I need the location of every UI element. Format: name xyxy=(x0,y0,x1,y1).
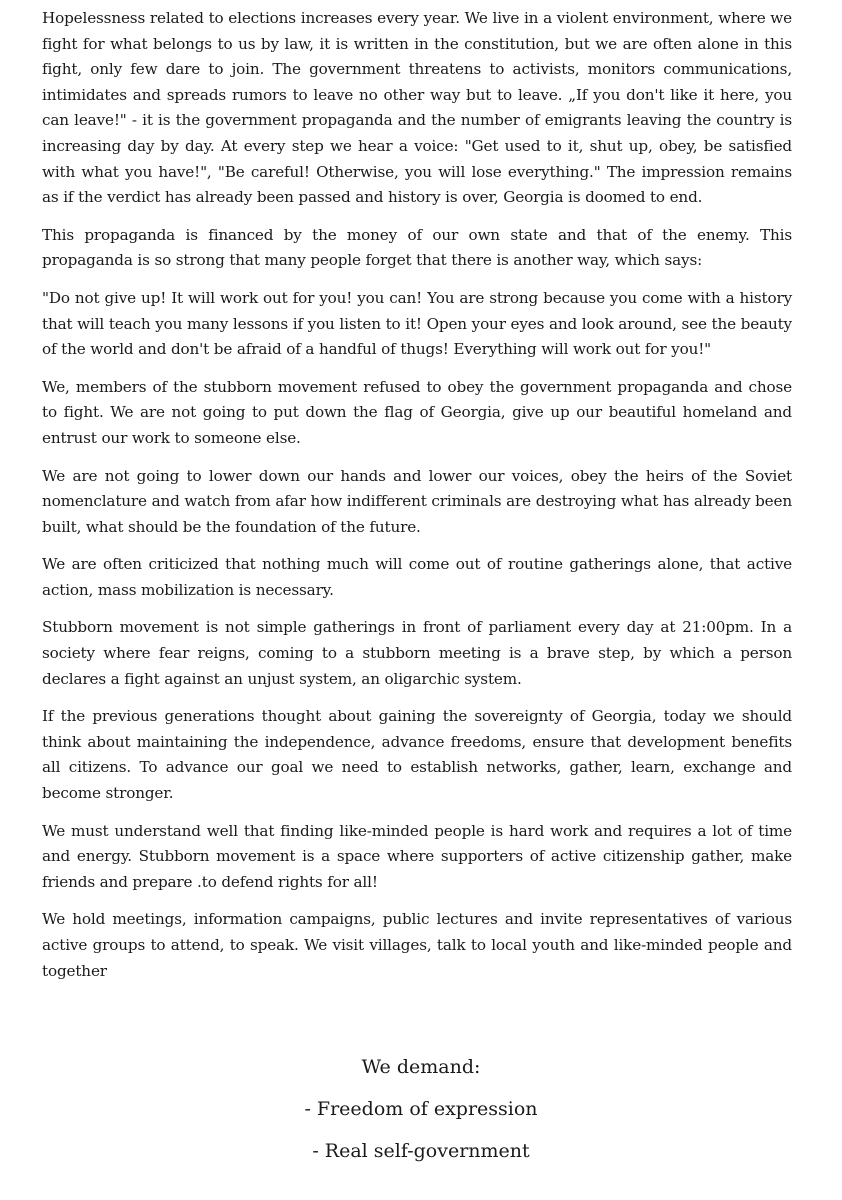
paragraph-4: We, members of the stubborn movement refused to obey the government propaganda and chose to fight. We are not going to put down the flag of Georgia, give up our beautiful homeland and entrust our work to someone else. xyxy=(42,377,792,447)
paragraph-9: We must understand well that finding like-minded people is hard work and requires a lot of time and energy. Stubborn movement is a space where supporters of active citizenship gather, make friends and prepare .to defend rights for all! xyxy=(42,821,792,891)
paragraph-1: Hopelessness related to elections increases every year. We live in a violent environment, where we fight for what belongs to us by law, it is written in the constitution, but we are often alone in this fight, only few dare to join. The government threatens to activists, monitors communications, intimidates and spreads rumors to leave no other way but to leave. „If you don't like it here, you can leave!" - it is the government propaganda and the number of emigrants leaving the country is increasing day by day. At every step we hear a voice: "Get used to it, shut up, obey, be satisfied with what you have!", "Be careful! Otherwise, you will lose everything." The impression remains as if the verdict has already been passed and history is over, Georgia is doomed to end. xyxy=(42,9,792,207)
demands-heading: We demand: xyxy=(361,1056,481,1078)
paragraph-6: We are often criticized that nothing much will come out of routine gatherings alone, that active action, mass mobilization is necessary. xyxy=(42,555,792,599)
paragraph-7: Stubborn movement is not simple gatherings in front of parliament every day at 21:00pm. In a society where fear reigns, coming to a stubborn meeting is a brave step, by which a person declares a fight against an unjust system, an oligarchic system. xyxy=(42,618,792,688)
demands-section xyxy=(0,1046,842,1172)
demand-item: - Real self-government xyxy=(312,1140,530,1162)
paragraph-5: We are not going to lower down our hands and lower our voices, obey the heirs of the Soviet nomenclature and watch from afar how indifferent criminals are destroying what has already been built, what should be the foundation of the future. xyxy=(42,466,792,536)
paragraph-10: We hold meetings, information campaigns, public lectures and invite representatives of various active groups to attend, to speak. We visit villages, talk to local youth and like-minded people and together xyxy=(42,910,792,980)
paragraph-2: This propaganda is financed by the money of our own state and that of the enemy. This propaganda is so strong that many people forget that there is another way, which says: xyxy=(42,225,792,270)
paragraph-3-quote: "Do not give up! It will work out for you! you can! You are strong because you come with a history that will teach you many lessons if you listen to it! Open your eyes and look around, see the beauty of the world and don't be afraid of a handful of thugs! Everything will work out for you!" xyxy=(42,288,792,359)
paragraph-8: If the previous generations thought about gaining the sovereignty of Georgia, today we should think about maintaining the independence, advance freedoms, ensure that development benefits all citizens. To advance our goal we need to establish networks, gather, learn, exchange and become stronger. xyxy=(42,707,792,803)
demand-item: - Freedom of expression xyxy=(304,1098,538,1120)
document-body xyxy=(42,6,792,996)
